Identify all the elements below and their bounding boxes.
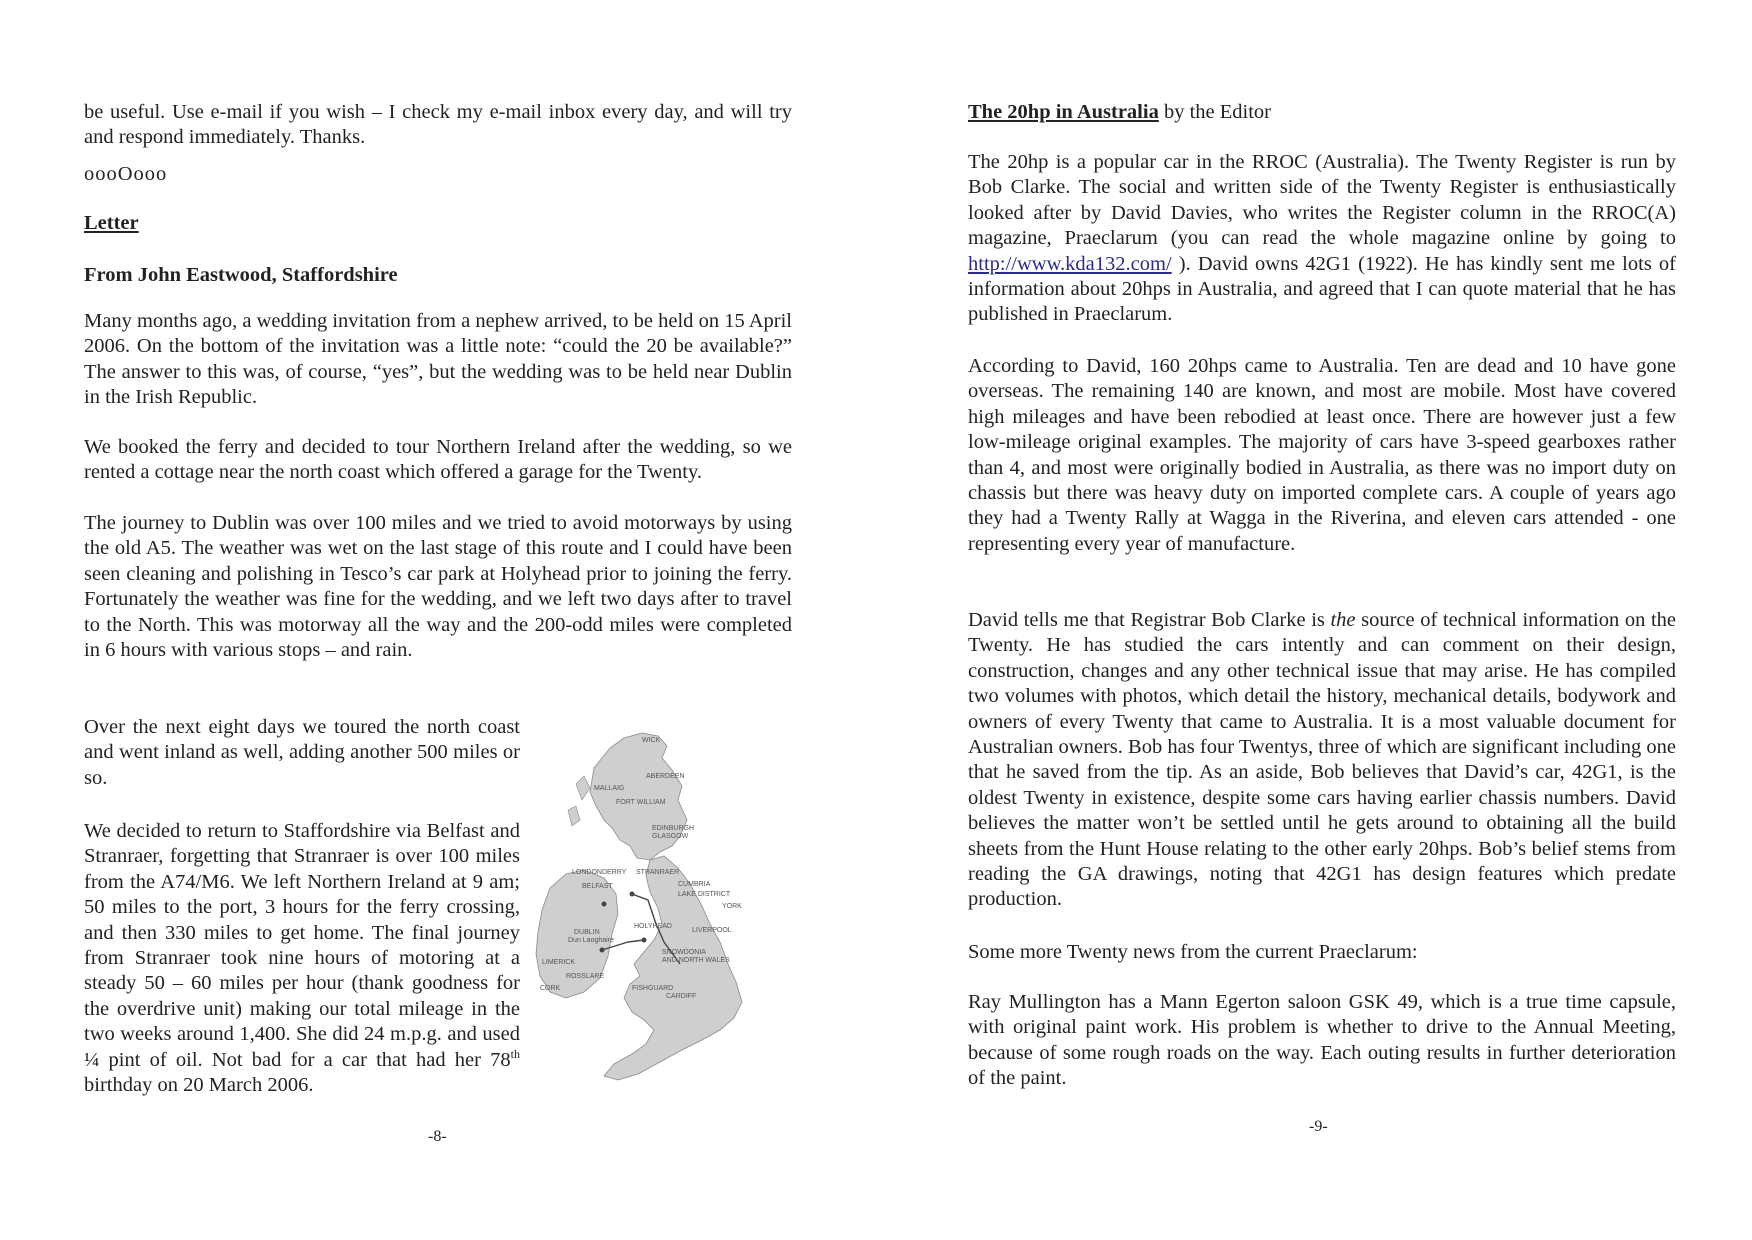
article-paragraph-4: Some more Twenty news from the current Praeclarum: (968, 941, 1418, 963)
map-label-north-wales: AND NORTH WALES (662, 957, 730, 964)
england-wales-shape (604, 856, 742, 1080)
praeclarum-link[interactable]: http://www.kda132.com/ (968, 252, 1172, 275)
article-title-underlined: The 20hp in Australia (968, 101, 1159, 123)
page-number-right: -9- (1309, 1118, 1328, 1135)
map-label-york: YORK (722, 903, 742, 910)
article-paragraph-3-end: source of technical information on the Twenty. He has studied the cars intently and can comment on their design, construction, changes and any other technical issue that may arise. He has compiled two volumes with photos, which detail the history, mechanical details, bodywork and owners of every Twenty that came to Australia. It is a most valuable document for Australian owners. Bob has four Twentys, three of which are significant including one that he saved from the tip. As an aside, Bob believes that David’s car, 42G1, is the oldest Twenty in existence, despite some cars having earlier chassis numbers. David believes the matter won’t be settled until he gets around to obtaining all the build sheets from the Hunt House relating to the other early 20hps. Bob’s belief stems from reading the GA drawings, noting that 42G1 has design features which predate production. (968, 609, 1676, 911)
letter-paragraph-4: Over the next eight days we toured the north coast and went inland as well, adding another 500 miles or so. (84, 716, 520, 789)
letter-author: From John Eastwood, Staffordshire (84, 264, 398, 286)
carry-over-paragraph (84, 100, 792, 151)
map-label-lake-district: LAKE DISTRICT (678, 891, 731, 898)
letter-paragraph-5-text: We decided to return to Staffordshire via Belfast and Stranraer, forgetting that Stranraer is over 100 miles from the A74/M6. We left Northern Ireland at 9 am; 50 miles to the port, 3 hours for the ferry crossing, and then 330 miles to get home. The final journey from Stranraer took nine hours of motoring at a steady 50 – 60 miles per hour (thank goodness for the overdrive unit) making our total mileage in the two weeks around 1,400. She did 24 m.p.g. and used ¼ pint of oil. Not bad for a car that had her 78 (84, 820, 520, 1071)
hebrides-shape (576, 776, 590, 800)
map-graphic (532, 728, 762, 1093)
scotland-shape (590, 733, 687, 860)
map-label-liverpool: LIVERPOOL (692, 927, 732, 934)
belfast-marker (602, 902, 607, 907)
map-label-wick: WICK (642, 737, 661, 744)
article-title-byline: by the Editor (1158, 101, 1271, 123)
article-paragraph-2: According to David, 160 20hps came to Australia. Ten are dead and 10 have gone overseas. The remaining 140 are known, and most are mobile. Most have covered high mileages and have been rebodied at least once. There are however just a few low-mileage original examples. The majority of cars have 3-speed gearboxes rather than 4, and most were originally bodied in Australia, as there was no import duty on chassis but there was heavy duty on imported complete cars. A couple of years ago they had a Twenty Rally at Wagga in the Riverina, and eleven cars attended - one representing every year of manufacture. (968, 355, 1676, 555)
carry-over-text: be useful. Use e-mail if you wish – I check my e-mail inbox every day, and will try and respond immediately. Thanks. (84, 101, 792, 149)
article-paragraph-3 (968, 608, 1676, 913)
article-paragraph-3-emphasis: the (1330, 609, 1356, 631)
map-label-dublin: DUBLIN (574, 929, 600, 936)
article-paragraph-1-end: ). David owns 42G1 (1922). He has kindly sent me lots of information about 20hps in Australia, and agreed that I can quote material that he has published in Praeclarum. (968, 252, 1676, 326)
letter-heading: Letter (84, 212, 139, 234)
right-page (876, 0, 1752, 1240)
map-label-fishguard: FISHGUARD (632, 985, 674, 992)
article-title (968, 100, 1676, 125)
map-label-fort-william: FORT WILLIAM (616, 799, 666, 806)
stranraer-marker (630, 892, 635, 897)
page-number-left: -8- (428, 1128, 447, 1145)
section-separator: oooOooo (84, 163, 168, 185)
article-paragraph-1-start: The 20hp is a popular car in the RROC (Australia). The Twenty Register is run by Bob Clarke. The social and written side of the Twenty Register is enthusiastically looked after by David Davies, who writes the Register column in the RROC(A) magazine, Praeclarum (you can read the whole magazine online by going to (968, 151, 1676, 250)
holyhead-marker (642, 938, 647, 943)
letter-paragraph-2: We booked the ferry and decided to tour Northern Ireland after the wedding, so we rented a cottage near the north coast which offered a garage for the Twenty. (84, 436, 792, 484)
article-paragraph-1 (968, 150, 1676, 328)
map-label-snowdonia: SNOWDONIA (662, 949, 706, 956)
letter-paragraph-5-end: birthday on 20 March 2006. (84, 1074, 314, 1097)
map-label-stranraer: STRANRAER (636, 869, 680, 876)
map-label-dun-laoghaire: Dun Laoghaire (568, 937, 614, 944)
map-label-belfast: BELFAST (582, 883, 613, 890)
article-paragraph-3-start: David tells me that Registrar Bob Clarke is (968, 609, 1331, 631)
map-label-mallaig: MALLAIG (594, 785, 625, 792)
map-label-londonderry: LONDONDERRY (572, 869, 627, 876)
map-label-glasgow: GLASGOW (652, 833, 689, 840)
letter-paragraph-1: Many months ago, a wedding invitation from a nephew arrived, to be held on 15 April 2006. On the bottom of the invitation was a little note: “could the 20 be available?” The answer to this was, of course, “yes”, but the wedding was to be held near Dublin in the Irish Republic. (84, 310, 792, 409)
map-label-cumbria: CUMBRIA (678, 881, 711, 888)
map-label-limerick: LIMERICK (542, 959, 576, 966)
ordinal-suffix: th (510, 1046, 520, 1061)
map-label-holyhead: HOLYHEAD (634, 923, 672, 930)
island-shape (568, 806, 580, 826)
article-paragraph-5: Ray Mullington has a Mann Egerton saloon GSK 49, which is a true time capsule, with original paint work. His problem is whether to drive to the Annual Meeting, because of some rough roads on the way. Each outing results in further deterioration of the paint. (968, 991, 1676, 1090)
map-label-cardiff: CARDIFF (666, 993, 697, 1000)
letter-paragraph-3: The journey to Dublin was over 100 miles and we tried to avoid motorways by using the old A5. The weather was wet on the last stage of this route and I could have been seen cleaning and polishing in Tesco’s car park at Holyhead prior to joining the ferry. Fortunately the weather was fine for the wedding, and we left two days after to travel to the North. This was motorway all the way and the 200-odd miles were completed in 6 hours with various stops – and rain. (84, 512, 792, 662)
map-label-edinburgh: EDINBURGH (652, 825, 695, 832)
uk-ireland-map (532, 728, 762, 1093)
map-label-rosslare: ROSSLARE (566, 973, 605, 980)
letter-paragraph-5 (84, 819, 520, 1098)
map-label-aberdeen: ABERDEEN (646, 773, 685, 780)
dublin-marker (600, 948, 605, 953)
map-label-cork: CORK (540, 985, 561, 992)
